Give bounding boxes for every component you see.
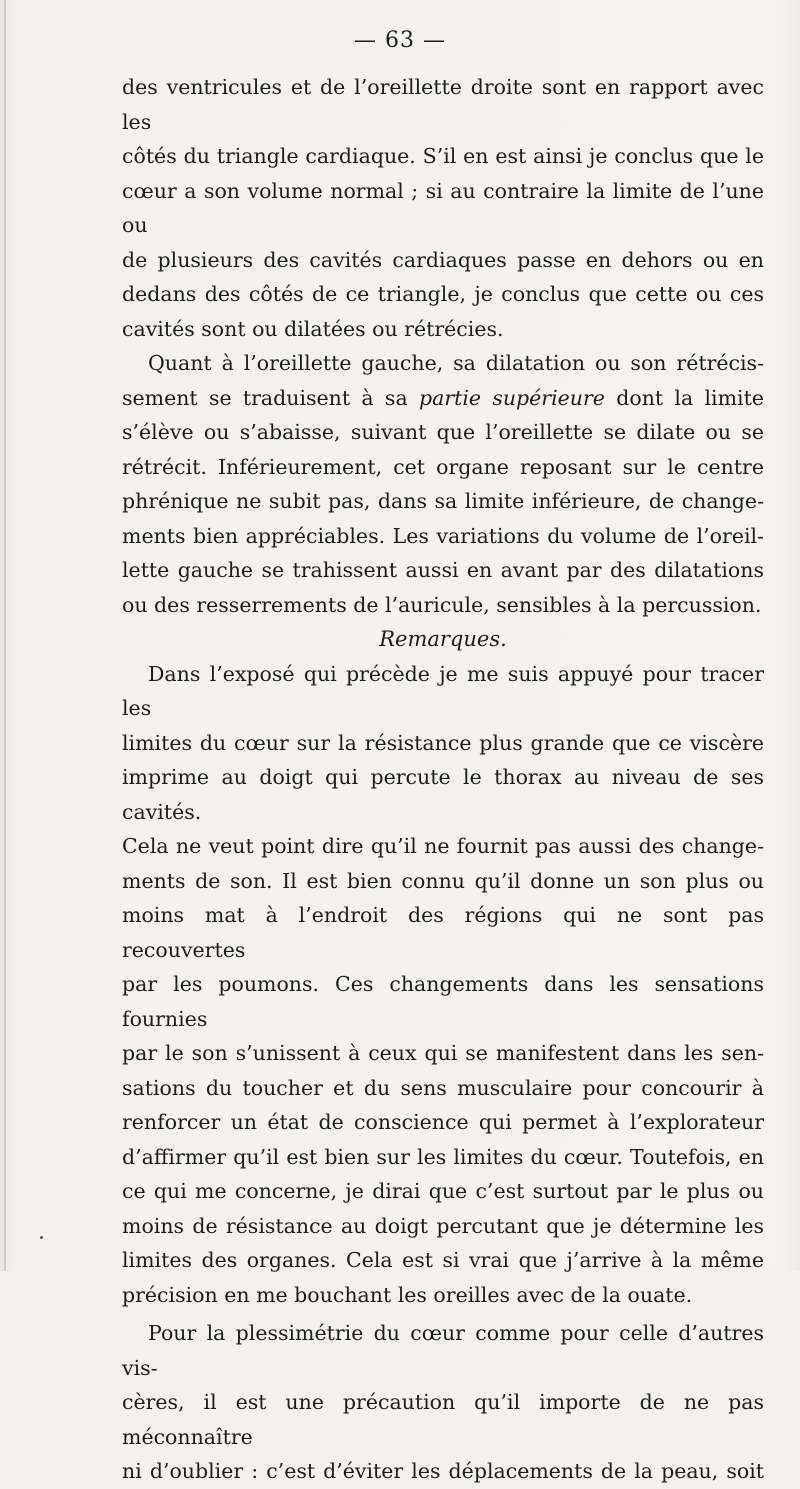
text-line: imprime au doigt qui percute le thorax au niveau de ses cavités. xyxy=(122,765,764,824)
text-line: lette gauche se trahissent aussi en avant par des dilatations xyxy=(122,558,764,582)
text-line: par le son s’unissent à ceux qui se manifestent dans les sen- xyxy=(122,1041,764,1065)
page-body xyxy=(122,70,764,1489)
paragraph-1 xyxy=(122,70,764,346)
paragraph-4 xyxy=(122,1316,764,1489)
text-line: Quant à l’oreillette gauche, sa dilatation ou son rétrécis- xyxy=(148,351,764,375)
text-line: rétrécit. Inférieurement, cet organe reposant sur le centre xyxy=(122,454,764,479)
text-line: ments bien appréciables. Les variations du volume de l’oreil- xyxy=(122,523,764,548)
text-line: phrénique ne subit pas, dans sa limite inférieure, de change- xyxy=(122,489,764,513)
text-line: Cela ne veut point dire qu’il ne fournit pas aussi des change- xyxy=(122,834,764,858)
italic-emphasis: partie supérieure xyxy=(418,385,605,410)
text-line: ou des resserrements de l’auricule, sensibles à la percussion. xyxy=(122,592,762,617)
text-line: ments de son. Il est bien connu qu’il donne un son plus ou xyxy=(122,868,764,893)
text-line: renforcer un état de conscience qui permet à l’explorateur xyxy=(122,1110,764,1134)
paragraph-2 xyxy=(122,346,764,622)
text-line xyxy=(122,381,764,416)
paragraph-3 xyxy=(122,657,764,1313)
speck xyxy=(40,1236,43,1239)
text-line: cœur a son volume normal ; si au contraire la limite de l’une ou xyxy=(122,178,764,237)
text-line: moins de résistance au doigt percutant que je détermine les xyxy=(122,1213,764,1238)
page-edge xyxy=(4,0,6,1271)
text-line: Dans l’exposé qui précède je me suis appuyé pour tracer les xyxy=(122,661,764,720)
text-line: ni d’oublier : c’est d’éviter les déplacements de la peau, soit xyxy=(122,1459,764,1483)
text-line: cères, il est une précaution qu’il importe de ne pas méconnaître xyxy=(122,1390,764,1449)
text-span: dont la limite xyxy=(616,385,764,410)
text-line: cavités sont ou dilatées ou rétrécies. xyxy=(122,316,504,341)
text-line: d’affirmer qu’il est bien sur les limites du cœur. Toutefois, en xyxy=(122,1144,764,1169)
text-line: précision en me bouchant les oreilles avec de la ouate. xyxy=(122,1282,693,1307)
section-heading: Remarques. xyxy=(379,627,507,651)
text-span: sement se traduisent à sa xyxy=(122,385,408,410)
text-line: s’élève ou s’abaisse, suivant que l’oreillette se dilate ou se xyxy=(122,420,764,444)
text-line: côtés du triangle cardiaque. S’il en est ainsi je conclus que le xyxy=(122,144,764,168)
text-line: ce qui me concerne, je dirai que c’est surtout par le plus ou xyxy=(122,1179,764,1203)
text-line: des ventricules et de l’oreillette droite sont en rapport avec les xyxy=(122,75,764,134)
text-line: dedans des côtés de ce triangle, je conclus que cette ou ces xyxy=(122,282,764,306)
text-line: de plusieurs des cavités cardiaques passe en dehors ou en xyxy=(122,247,764,272)
text-line: sations du toucher et du sens musculaire pour concourir à xyxy=(122,1075,764,1100)
text-line: Pour la plessimétrie du cœur comme pour celle d’autres vis- xyxy=(122,1321,764,1380)
text-line: moins mat à l’endroit des régions qui ne sont pas recouvertes xyxy=(122,903,764,962)
page-number: — 63 — xyxy=(354,28,446,53)
text-line: par les poumons. Ces changements dans les sensations fournies xyxy=(122,972,764,1031)
text-line: limites des organes. Cela est si vrai que j’arrive à la même xyxy=(122,1248,764,1272)
text-line: limites du cœur sur la résistance plus grande que ce viscère xyxy=(122,730,764,755)
